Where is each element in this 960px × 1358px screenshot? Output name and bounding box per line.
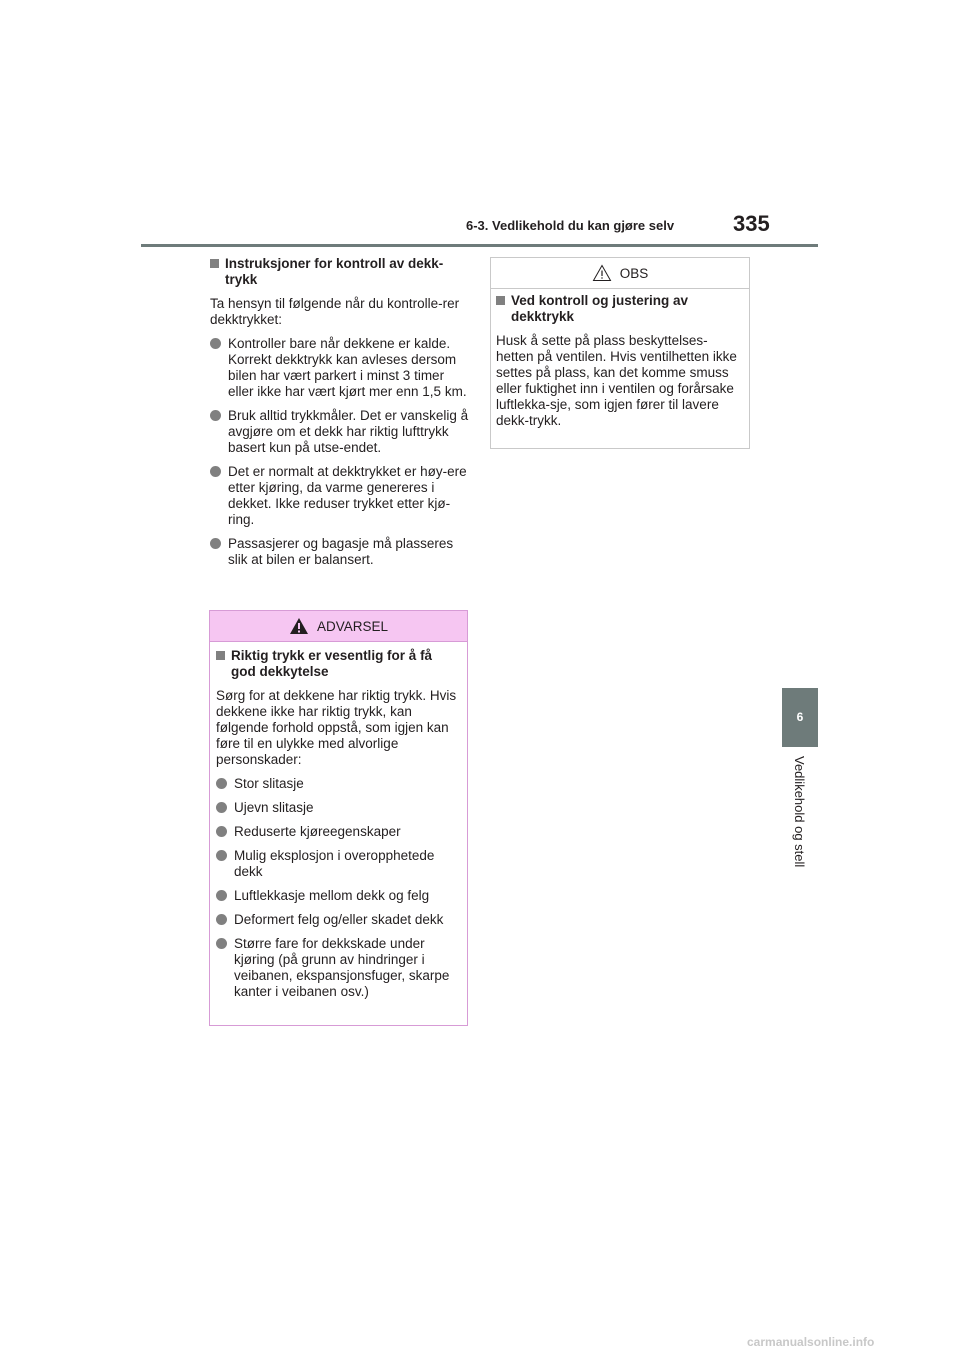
list-item: Reduserte kjøreegenskaper [216,824,460,840]
notice-text: Husk å sette på plass beskyttelses-hetten på ventilen. Hvis ventilhetten ikke settes på plass, kan det komme smuss eller fuktighet inn i ventilen og forårsake luftlekka-sje, som igjen fører til lavere dekk-trykk. [496,333,737,428]
warning-heading: Riktig trykk er vesentlig for å få god dekkytelse [216,648,460,680]
left-column [210,256,470,576]
warning-box [209,610,468,1026]
list-item: Deformert felg og/eller skadet dekk [216,912,460,928]
circle-bullet-icon [210,466,221,477]
square-bullet-icon [216,651,225,660]
list-item: Stor slitasje [216,776,460,792]
warning-triangle-icon [289,617,309,635]
warning-body [210,642,467,1000]
list-item: Bruk alltid trykkmåler. Det er vanskelig å avgjøre om et dekk har riktig lufttrykk basert kun på utse-endet. [210,408,470,456]
list-item: Passasjerer og bagasje må plasseres slik at bilen er balansert. [210,536,470,568]
notice-heading: Ved kontroll og justering av dekktrykk [496,293,742,325]
circle-bullet-icon [216,914,227,925]
warning-header [210,611,467,642]
list-item: Det er normalt at dekktrykket er høy-ere etter kjøring, da varme genereres i dekket. Ikke reduser trykket etter kjø-ring. [210,464,470,528]
chapter-label: Vedlikehold og stell [792,756,807,868]
circle-bullet-icon [216,938,227,949]
circle-bullet-icon [216,802,227,813]
watermark[interactable]: carmanualsonline.info [747,1335,875,1349]
circle-bullet-icon [216,890,227,901]
circle-bullet-icon [210,338,221,349]
notice-title: OBS [619,265,649,281]
chapter-tab[interactable]: 6 [782,688,818,747]
notice-box [490,257,750,449]
circle-bullet-icon [216,850,227,861]
warning-text: Sørg for at dekkene har riktig trykk. Hvis dekkene ikke har riktig trykk, kan følgende forhold oppstå, som igjen kan føre til en ulykke med alvorlige personskader: [216,688,457,767]
section-heading: Instruksjoner for kontroll av dekk-trykk [210,256,470,288]
circle-bullet-icon [210,538,221,549]
caution-outline-triangle-icon [592,264,612,282]
list-item: Ujevn slitasje [216,800,460,816]
square-bullet-icon [210,259,219,268]
intro-text: Ta hensyn til følgende når du kontrolle-rer dekktrykket: [210,296,460,327]
header-divider [141,244,818,247]
square-bullet-icon [496,296,505,305]
list-item: Kontroller bare når dekkene er kalde. Korrekt dekktrykk kan avleses dersom bilen har vært parkert i minst 3 timer eller ikke har vært kjørt mer enn 1,5 km. [210,336,470,400]
list-item: Luftlekkasje mellom dekk og felg [216,888,460,904]
notice-body [491,289,749,429]
circle-bullet-icon [216,826,227,837]
notice-header [491,258,749,289]
page-number: 335 [733,211,770,236]
section-title: 6-3. Vedlikehold du kan gjøre selv [466,218,675,233]
circle-bullet-icon [216,778,227,789]
circle-bullet-icon [210,410,221,421]
list-item: Mulig eksplosjon i overopphetede dekk [216,848,460,880]
list-item: Større fare for dekkskade under kjøring (på grunn av hindringer i veibanen, ekspansjonsfuger, skarpe kanter i veibanen osv.) [216,936,460,1000]
warning-title: ADVARSEL [316,618,389,634]
